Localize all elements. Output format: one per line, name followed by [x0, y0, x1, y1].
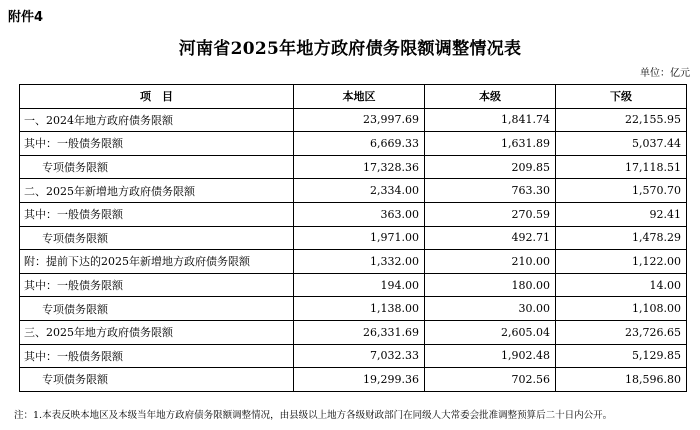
- table-row: [20, 108, 687, 132]
- row-lower-value: 5,129.85: [556, 344, 687, 368]
- attachment-label: 附件4: [8, 10, 44, 25]
- table-row: [20, 297, 687, 321]
- row-region-value: 363.00: [294, 202, 425, 226]
- table-row: [20, 320, 687, 344]
- table-row: [20, 132, 687, 156]
- header-level: 本级: [425, 85, 556, 109]
- row-region-value: 6,669.33: [294, 132, 425, 156]
- row-level-value: 2,605.04: [425, 320, 556, 344]
- row-level-value: 763.30: [425, 179, 556, 203]
- row-lower-value: 23,726.65: [556, 320, 687, 344]
- row-region-value: 1,332.00: [294, 250, 425, 274]
- row-level-value: 1,841.74: [425, 108, 556, 132]
- row-lower-value: 1,570.70: [556, 179, 687, 203]
- table-row: [20, 250, 687, 274]
- footnote: 注：1.本表反映本地区及本级当年地方政府债务限额调整情况，由县级以上地方各级财政部门在同级人大常委会批准调整预算后二十日内公开。: [14, 410, 613, 421]
- table-row: [20, 226, 687, 250]
- row-region-value: 23,997.69: [294, 108, 425, 132]
- row-item: 二、2025年新增地方政府债务限额: [20, 179, 294, 203]
- header-region: 本地区: [294, 85, 425, 109]
- row-level-value: 209.85: [425, 155, 556, 179]
- row-item: 专项债务限额: [20, 297, 294, 321]
- row-level-value: 702.56: [425, 368, 556, 392]
- row-level-value: 492.71: [425, 226, 556, 250]
- row-level-value: 210.00: [425, 250, 556, 274]
- row-region-value: 1,138.00: [294, 297, 425, 321]
- document-title: 河南省2025年地方政府债务限额调整情况表: [178, 39, 522, 59]
- table-row: [20, 155, 687, 179]
- row-lower-value: 17,118.51: [556, 155, 687, 179]
- row-item: 专项债务限额: [20, 155, 294, 179]
- row-item: 其中：一般债务限额: [20, 273, 294, 297]
- table-row: [20, 273, 687, 297]
- header-item: 项 目: [20, 85, 294, 109]
- table-header-row: [20, 85, 687, 109]
- unit-label: 单位：亿元: [640, 68, 690, 79]
- row-region-value: 194.00: [294, 273, 425, 297]
- table-row: [20, 179, 687, 203]
- row-lower-value: 1,478.29: [556, 226, 687, 250]
- row-item: 一、2024年地方政府债务限额: [20, 108, 294, 132]
- row-item: 三、2025年地方政府债务限额: [20, 320, 294, 344]
- row-lower-value: 1,108.00: [556, 297, 687, 321]
- row-lower-value: 92.41: [556, 202, 687, 226]
- table-row: [20, 202, 687, 226]
- row-level-value: 1,631.89: [425, 132, 556, 156]
- row-lower-value: 22,155.95: [556, 108, 687, 132]
- row-item: 其中：一般债务限额: [20, 344, 294, 368]
- row-item: 附：提前下达的2025年新增地方政府债务限额: [20, 250, 294, 274]
- row-lower-value: 5,037.44: [556, 132, 687, 156]
- table-row: [20, 368, 687, 392]
- table-row: [20, 344, 687, 368]
- row-level-value: 270.59: [425, 202, 556, 226]
- row-region-value: 1,971.00: [294, 226, 425, 250]
- row-lower-value: 14.00: [556, 273, 687, 297]
- row-item: 专项债务限额: [20, 368, 294, 392]
- row-level-value: 180.00: [425, 273, 556, 297]
- row-item: 专项债务限额: [20, 226, 294, 250]
- header-lower: 下级: [556, 85, 687, 109]
- row-region-value: 19,299.36: [294, 368, 425, 392]
- row-region-value: 26,331.69: [294, 320, 425, 344]
- row-lower-value: 18,596.80: [556, 368, 687, 392]
- row-region-value: 2,334.00: [294, 179, 425, 203]
- row-item: 其中：一般债务限额: [20, 132, 294, 156]
- row-item: 其中：一般债务限额: [20, 202, 294, 226]
- row-region-value: 17,328.36: [294, 155, 425, 179]
- row-lower-value: 1,122.00: [556, 250, 687, 274]
- row-level-value: 30.00: [425, 297, 556, 321]
- debt-limit-table: [19, 84, 687, 392]
- row-level-value: 1,902.48: [425, 344, 556, 368]
- row-region-value: 7,032.33: [294, 344, 425, 368]
